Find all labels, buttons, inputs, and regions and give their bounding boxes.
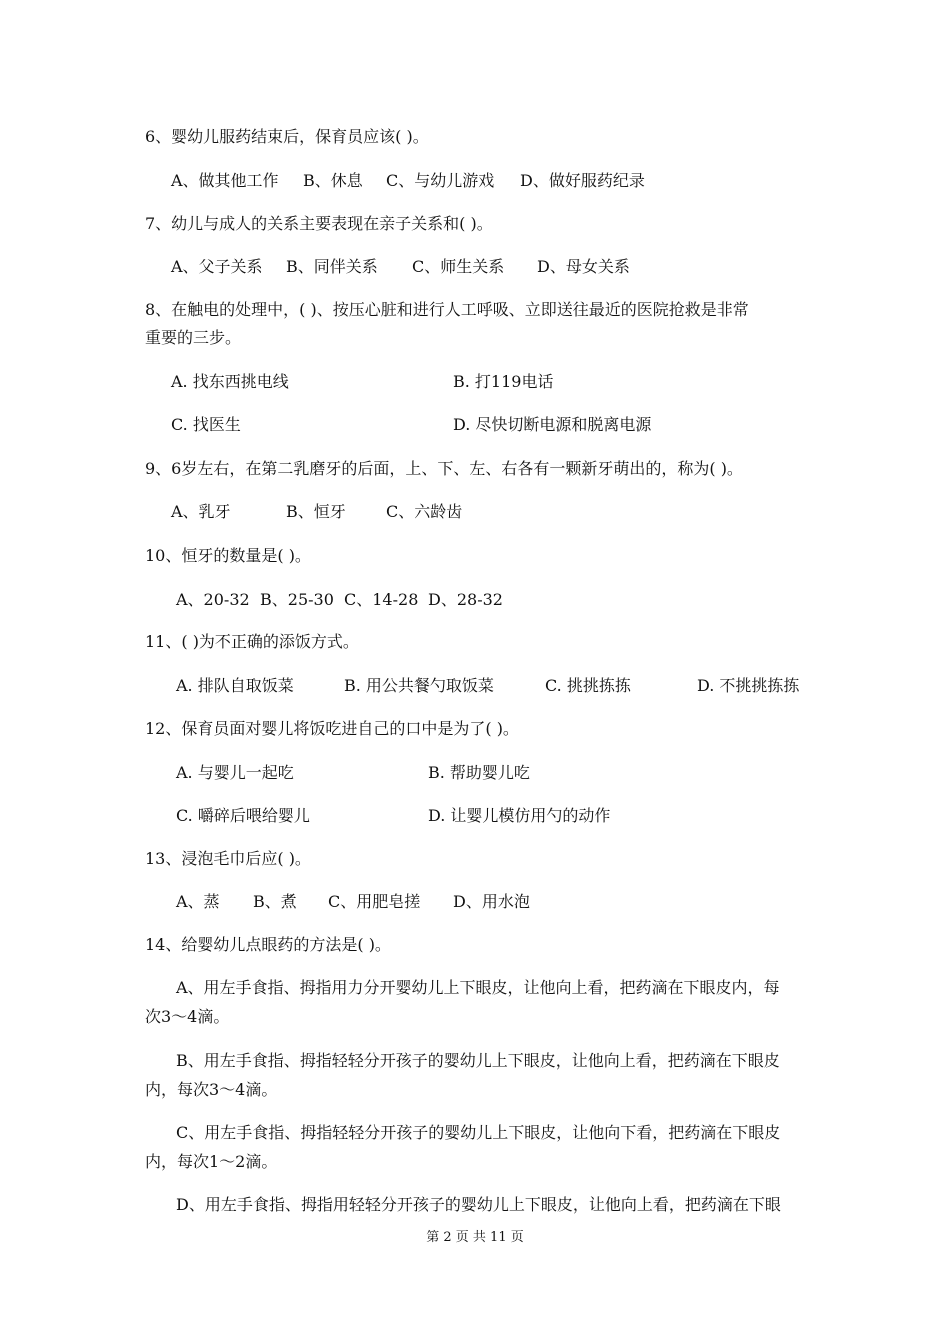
q6-option-c: C、与幼儿游戏: [386, 171, 495, 190]
q8-option-d: D. 尽快切断电源和脱离电源: [453, 415, 652, 434]
q10-option-d: D、28-32: [428, 590, 503, 609]
q7-option-a: A、父子关系: [171, 257, 263, 276]
q10-option-b: B、25-30: [260, 590, 334, 609]
q6-option-a: A、做其他工作: [171, 171, 279, 190]
q12-option-a: A. 与婴儿一起吃: [176, 763, 294, 782]
question-14-stem: 14、给婴幼儿点眼药的方法是( )。: [145, 935, 391, 954]
q11-option-d: D. 不挑挑拣拣: [697, 676, 800, 695]
q14-option-c-line2: 内，每次1～2滴。: [145, 1152, 278, 1171]
q8-option-c: C. 找医生: [171, 415, 241, 434]
question-6-stem: 6、婴幼儿服药结束后，保育员应该( )。: [145, 127, 429, 146]
q12-option-d: D. 让婴儿模仿用勺的动作: [428, 806, 611, 825]
q6-option-d: D、做好服药纪录: [520, 171, 645, 190]
q9-option-c: C、六龄齿: [386, 502, 463, 521]
question-13-stem: 13、浸泡毛巾后应( )。: [145, 849, 311, 868]
q7-option-c: C、师生关系: [412, 257, 505, 276]
q12-option-b: B. 帮助婴儿吃: [428, 763, 530, 782]
q12-option-c: C. 嚼碎后喂给婴儿: [176, 806, 310, 825]
q13-option-c: C、用肥皂搓: [328, 892, 421, 911]
question-8-stem-line2: 重要的三步。: [145, 328, 242, 347]
q8-option-a: A. 找东西挑电线: [171, 372, 289, 391]
q14-option-a-line2: 次3～4滴。: [145, 1007, 230, 1026]
q11-option-c: C. 挑挑拣拣: [545, 676, 631, 695]
question-10-stem: 10、恒牙的数量是( )。: [145, 546, 311, 565]
question-9-stem: 9、6岁左右，在第二乳磨牙的后面，上、下、左、右各有一颗新牙萌出的，称为( )。: [145, 459, 743, 478]
q14-option-b-line2: 内，每次3～4滴。: [145, 1080, 278, 1099]
q9-option-a: A、乳牙: [171, 502, 231, 521]
q8-option-b: B. 打119电话: [453, 372, 554, 391]
q7-option-b: B、同伴关系: [286, 257, 378, 276]
question-11-stem: 11、( )为不正确的添饭方式。: [145, 632, 359, 651]
q10-option-a: A、20-32: [176, 590, 250, 609]
page-footer: 第 2 页 共 11 页: [426, 1230, 524, 1245]
q13-option-d: D、用水泡: [453, 892, 530, 911]
q13-option-b: B、煮: [253, 892, 297, 911]
q11-option-b: B. 用公共餐勺取饭菜: [344, 676, 494, 695]
q11-option-a: A. 排队自取饭菜: [176, 676, 294, 695]
question-8-stem-line1: 8、在触电的处理中，( )、按压心脏和进行人工呼吸、立即送往最近的医院抢救是非常: [145, 300, 749, 319]
q14-option-b-line1: B、用左手食指、拇指轻轻分开孩子的婴幼儿上下眼皮，让他向上看，把药滴在下眼皮: [176, 1051, 780, 1070]
question-12-stem: 12、保育员面对婴儿将饭吃进自己的口中是为了( )。: [145, 719, 519, 738]
q14-option-a-line1: A、用左手食指、拇指用力分开婴幼儿上下眼皮，让他向上看，把药滴在下眼皮内，每: [176, 978, 780, 997]
q6-option-b: B、休息: [303, 171, 363, 190]
q7-option-d: D、母女关系: [537, 257, 630, 276]
q14-option-d-line1: D、用左手食指、拇指用轻轻分开孩子的婴幼儿上下眼皮，让他向上看，把药滴在下眼: [176, 1195, 781, 1214]
q9-option-b: B、恒牙: [286, 502, 346, 521]
q13-option-a: A、蒸: [176, 892, 220, 911]
q10-option-c: C、14-28: [344, 590, 419, 609]
question-7-stem: 7、幼儿与成人的关系主要表现在亲子关系和( )。: [145, 214, 493, 233]
q14-option-c-line1: C、用左手食指、拇指轻轻分开孩子的婴幼儿上下眼皮，让他向下看，把药滴在下眼皮: [176, 1123, 781, 1142]
